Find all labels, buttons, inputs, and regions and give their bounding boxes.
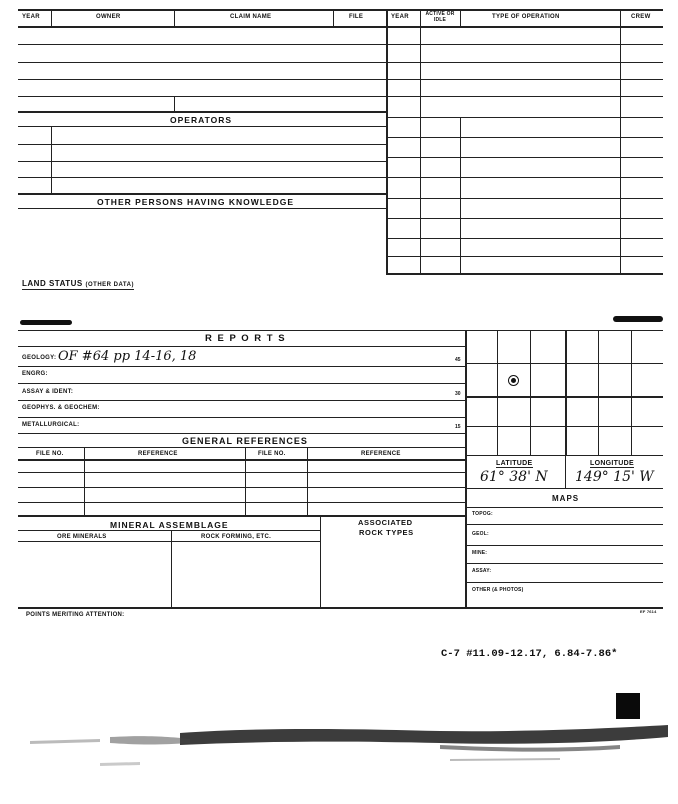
row-rule [18,96,386,97]
mineral-title-rule [18,530,320,531]
right-row-rule [386,218,663,219]
maps-bottom-rule [465,607,663,609]
row-divider [174,96,175,111]
report-row-rule [18,400,465,401]
associated-rock-types-line1: ASSOCIATED [358,518,413,527]
row-rule [18,177,386,178]
land-status-sublabel: (OTHER DATA) [85,282,134,288]
header-divider [333,9,334,26]
ink-smudge-left [20,320,72,325]
mineral-header-rule [18,541,320,542]
header-year: YEAR [22,14,40,20]
general-references-title: GENERAL REFERENCES [182,436,308,446]
row-rule [18,193,386,195]
lat-long-divider [565,455,566,488]
right-row-rule [386,157,663,158]
maps-other-label: OTHER (& PHOTOS) [472,587,524,593]
right-row-rule [386,177,663,178]
right-divider [620,26,621,274]
grid-line [631,330,632,455]
report-row-rule [18,366,465,367]
header-divider [460,9,461,26]
section-divider [386,9,388,274]
header-file: FILE [349,14,364,20]
row-rule [18,62,386,63]
header-owner: OWNER [96,14,121,20]
refs-divider [245,447,246,515]
right-row-rule [386,96,663,97]
right-bottom-rule [386,273,663,275]
grid-line [598,330,599,455]
grid-bottom [465,455,663,456]
report-metallurgical-code: 15 [455,424,461,430]
header-bottom-rule [18,26,663,28]
right-row-rule [386,62,663,63]
longitude-value: 149° 15' W [575,469,654,485]
refs-header-reference-2: REFERENCE [361,451,401,457]
right-row-rule [386,238,663,239]
grid-line [465,396,663,398]
report-metallurgical-label: METALLURGICAL: [22,422,80,428]
maps-row-rule [465,563,663,564]
refs-header-reference: REFERENCE [138,451,178,457]
refs-bottom-rule [18,515,465,517]
row-rule [18,44,386,45]
header-divider [51,9,52,26]
typed-reference: C-7 #11.09-12.17, 6.84-7.86* [441,648,618,660]
operators-top-rule [18,111,386,113]
grid-line [497,330,498,455]
assoc-rock-divider [320,515,321,607]
report-geophys-label: GEOPHYS. & GEOCHEM: [22,405,100,411]
header-type-of-operation: TYPE OF OPERATION [492,14,560,20]
refs-divider [84,447,85,515]
maps-mine-label: MINE: [472,550,488,556]
right-row-rule [386,44,663,45]
grid-line [565,330,567,455]
report-row-rule [18,433,465,434]
ink-smudge-right [613,316,663,322]
location-left-border [465,330,467,607]
right-divider [460,117,461,274]
maps-topog-label: TOPOG: [472,511,493,517]
land-status-heading [22,279,134,290]
report-engrg-label: ENGRG: [22,371,48,377]
maps-title: MAPS [552,494,580,503]
form-number: EF 7614 [640,609,657,614]
refs-header-file-no: FILE NO. [36,451,64,457]
right-row-rule [386,117,663,118]
rock-forming-label: ROCK FORMING, ETC. [201,534,272,540]
report-row-rule [18,383,465,384]
longitude-label: LONGITUDE [590,460,634,467]
refs-row-rule [18,502,465,503]
right-row-rule [386,137,663,138]
ore-minerals-label: ORE MINERALS [57,534,107,540]
maps-geol-label: GEOL: [472,531,489,537]
associated-rock-types-line2: ROCK TYPES [359,528,414,537]
refs-header-rule [18,459,465,461]
mineral-divider [171,530,172,607]
operators-year-divider [51,126,52,193]
row-rule [18,161,386,162]
latitude-value: 61° 38' N [480,469,548,485]
mineral-assemblage-title: MINERAL ASSEMBLAGE [110,520,229,530]
header-crew: CREW [631,14,651,20]
report-assay-label: ASSAY & IDENT: [22,389,74,395]
header-divider [420,9,421,26]
land-status-label: LAND STATUS [22,279,83,288]
points-meriting-attention-label: POINTS MERITING ATTENTION: [26,612,125,618]
mineral-bottom-rule [18,607,465,609]
refs-row-rule [18,487,465,488]
row-rule [18,79,386,80]
refs-title-rule [18,447,465,448]
operators-rule [18,126,386,127]
other-persons-label: OTHER PERSONS HAVING KNOWLEDGE [97,197,295,207]
maps-row-rule [465,545,663,546]
right-row-rule [386,198,663,199]
right-divider [420,26,421,274]
report-row-rule [18,417,465,418]
header-divider [620,9,621,26]
reports-title-rule [18,346,465,347]
report-assay-code: 30 [455,391,461,397]
grid-line [530,330,531,455]
location-marker-icon [508,375,519,386]
other-persons-rule [18,208,386,209]
report-geology-handwritten: OF #64 pp 14-16, 18 [58,349,197,364]
refs-row-rule [18,472,465,473]
refs-header-file-no-2: FILE NO. [258,451,286,457]
header-top-rule [18,9,663,11]
maps-assay-label: ASSAY: [472,568,492,574]
reports-title: R E P O R T S [205,333,287,344]
row-rule [18,144,386,145]
lat-long-rule [465,488,663,489]
grid-line [465,363,663,364]
right-row-rule [386,256,663,257]
maps-row-rule [465,524,663,525]
maps-title-rule [465,507,663,508]
header-divider [174,9,175,26]
header-claim-name: CLAIM NAME [230,14,272,20]
right-row-rule [386,79,663,80]
grid-line [465,426,663,427]
location-marker-dot-icon [511,378,516,383]
operators-label: OPERATORS [170,115,233,125]
refs-divider [307,447,308,515]
header-year-right: YEAR [391,14,409,20]
maps-row-rule [465,582,663,583]
report-geology-label: GEOLOGY: [22,355,57,361]
latitude-label: LATITUDE [496,460,533,467]
header-active-or-idle: ACTIVE OR IDLE [425,11,455,23]
report-geology-code: 45 [455,357,461,363]
scan-noise-band [0,715,678,775]
